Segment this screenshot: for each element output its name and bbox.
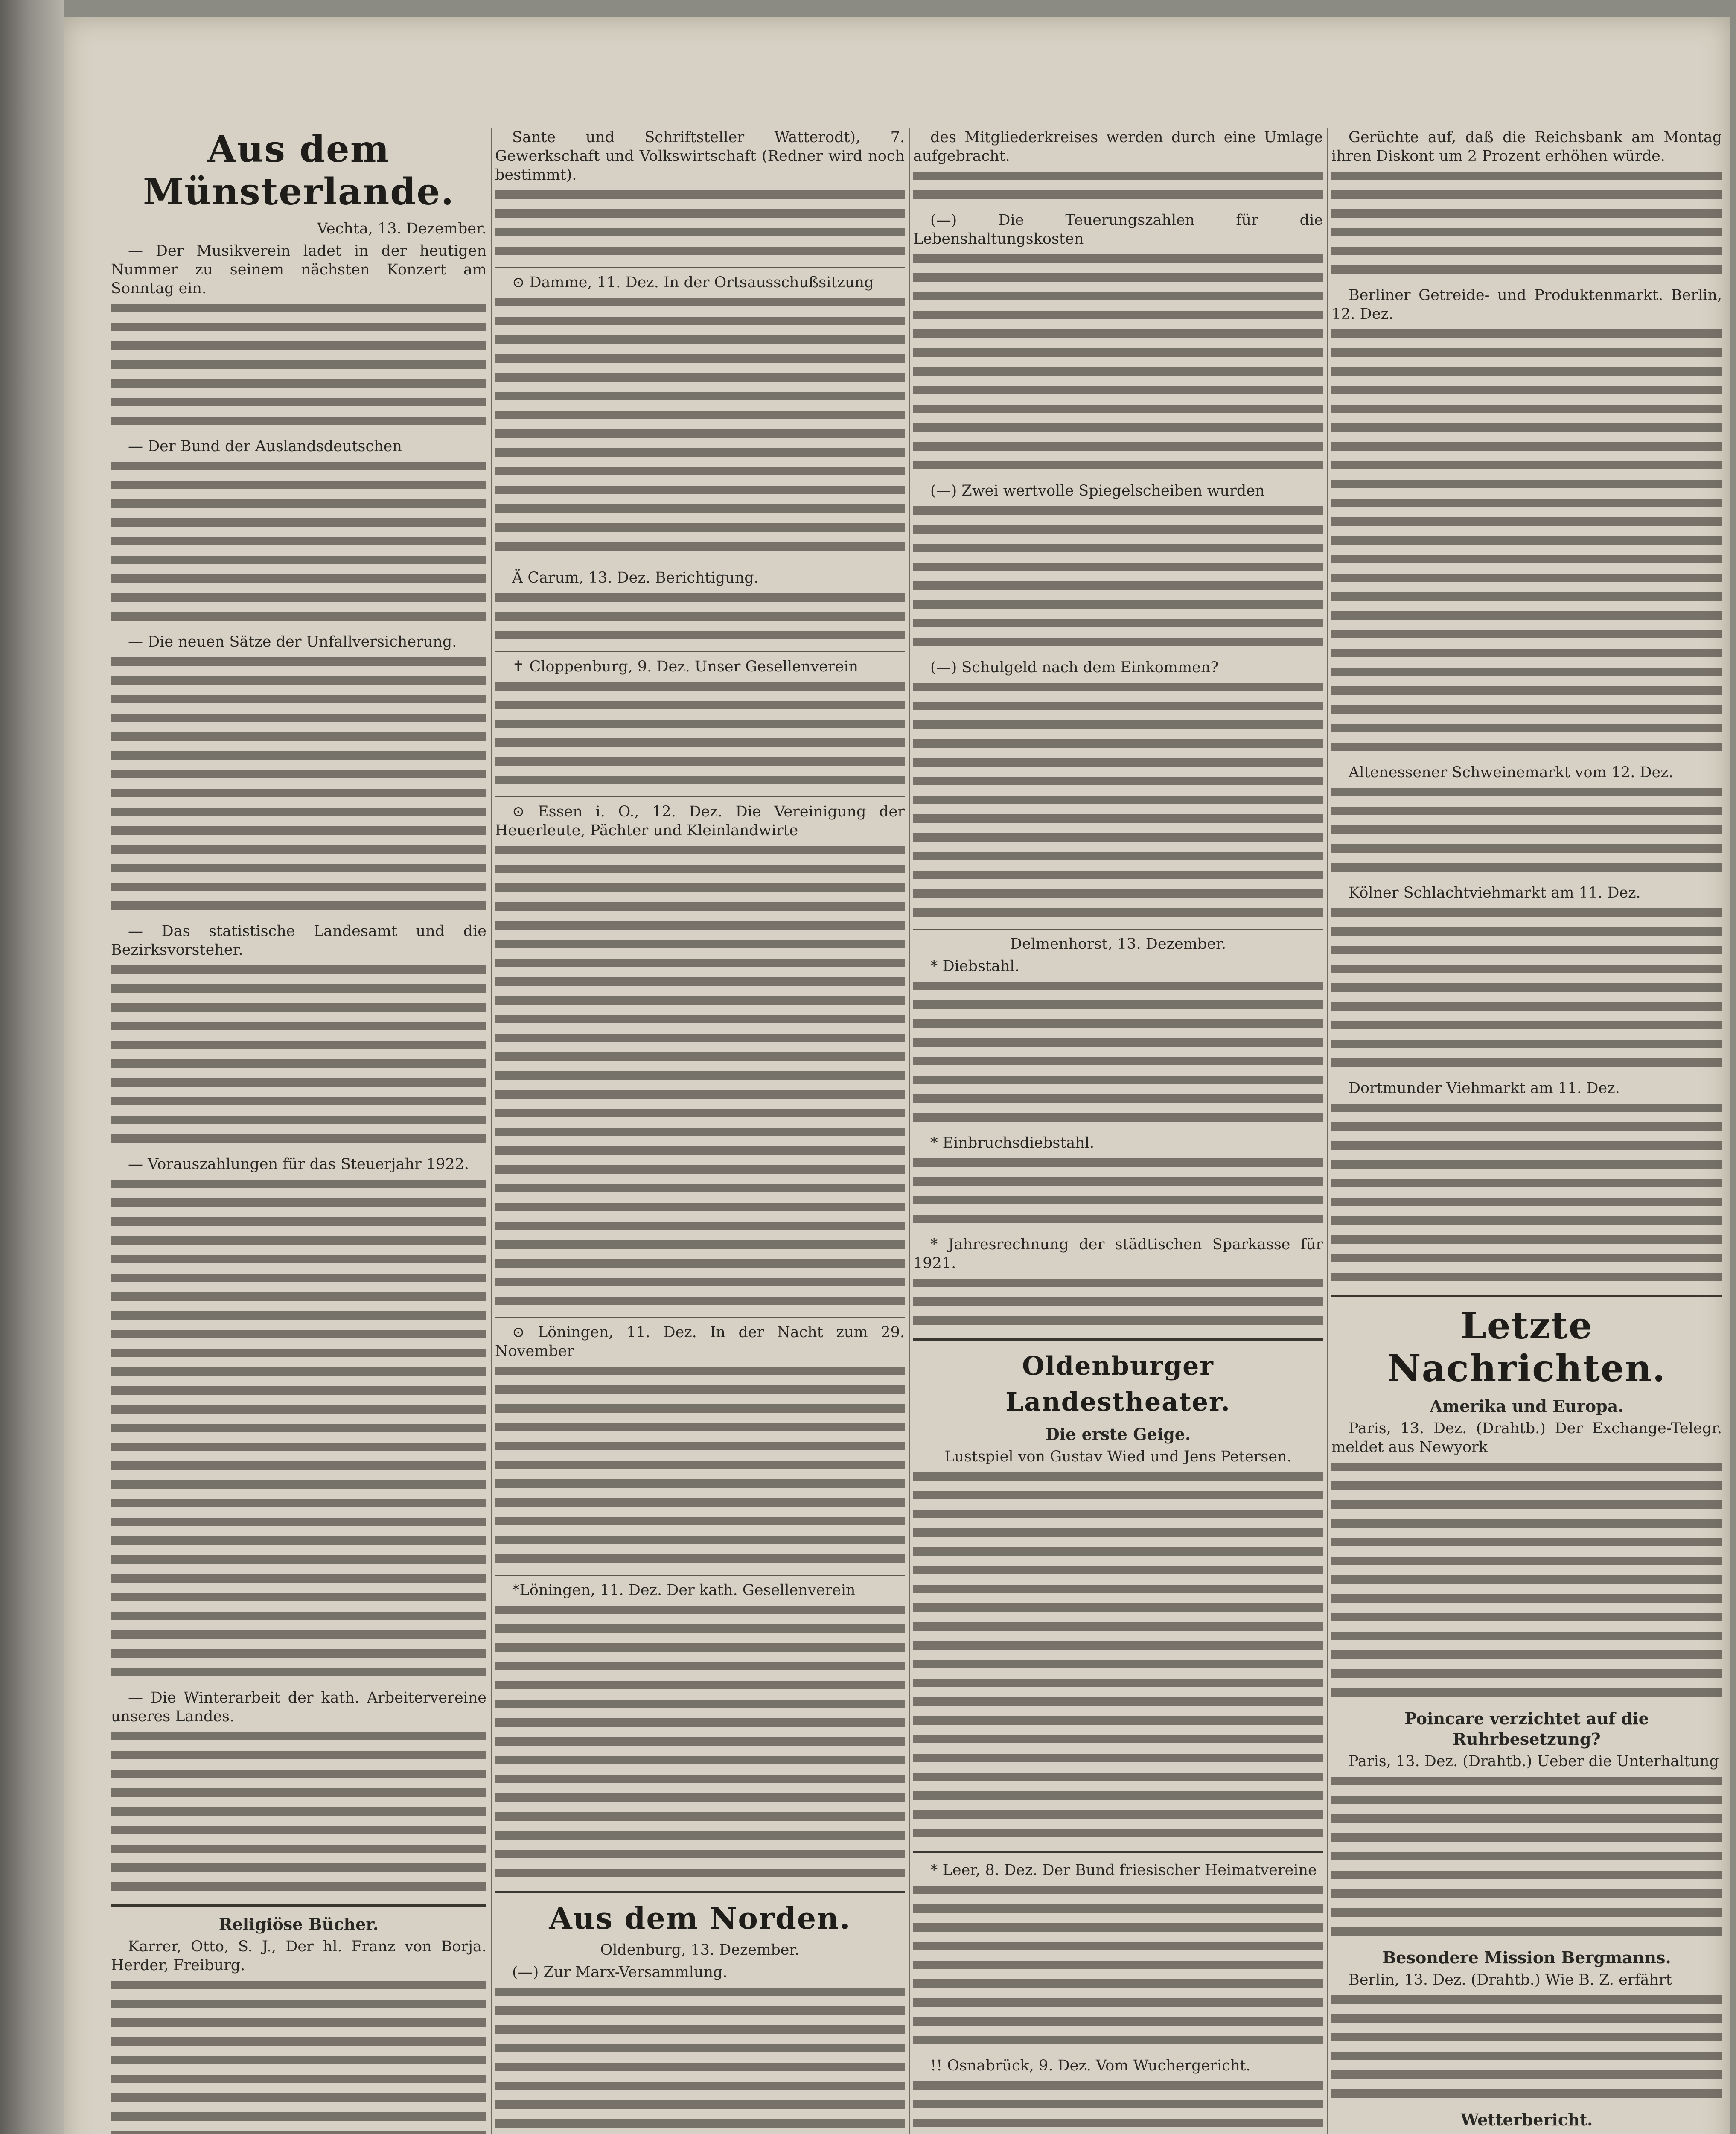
book-entry: Karrer, Otto, S. J., Der hl. Franz von Borja. Herder, Freiburg.	[111, 1938, 486, 1974]
article-body	[913, 1274, 1323, 1331]
section-headline: Aus dem Münsterlande.	[143, 128, 455, 213]
article-body	[111, 653, 486, 916]
article-body	[495, 678, 905, 790]
news-item: ⊙ Essen i. O., 12. Dez. Die Vereinigung der Heuerleute, Pächter und Kleinlandwirte	[495, 803, 905, 839]
divider	[495, 651, 905, 652]
column-4	[1331, 17, 1722, 2134]
article-body	[1331, 784, 1722, 878]
theater-play: Die erste Geige.	[1045, 1425, 1191, 1444]
article-body	[913, 167, 1323, 205]
news-item: ⊙ Löningen, 11. Dez. In der Nacht zum 29. November	[495, 1324, 905, 1360]
article-body	[1331, 904, 1722, 1073]
latest-news-subhead: Amerika und Europa.	[1430, 1396, 1624, 1416]
news-item: (—) Schulgeld nach dem Einkommen?	[930, 659, 1219, 676]
article-body	[495, 294, 905, 557]
news-item: * Jahresrechnung der städtischen Sparkasse für 1921.	[913, 1236, 1323, 1272]
theater-headline: Oldenburger Landestheater.	[1005, 1351, 1231, 1417]
theater-subtitle: Lustspiel von Gustav Wied und Jens Petersen.	[944, 1448, 1292, 1465]
column-1	[111, 17, 486, 2134]
article-lead: Sante und Schriftsteller Watterodt), 7. Gewerkschaft und Volkswirtschaft (Redner wird noch bestimmt).	[495, 129, 905, 184]
market-report: Altenessener Schweinemarkt vom 12. Dez.	[1349, 764, 1673, 781]
article-subhead: — Vorauszahlungen für das Steuerjahr 1922.	[128, 1156, 469, 1173]
section-divider	[1331, 1295, 1722, 1297]
news-item: *Löningen, 11. Dez. Der kath. Gesellenverein	[512, 1582, 856, 1599]
books-heading: Religiöse Bücher.	[218, 1915, 379, 1934]
article-body	[1331, 1773, 1722, 1942]
article-body	[1331, 167, 1722, 280]
article-body	[913, 502, 1323, 652]
news-item: (—) Die Teuerungszahlen für die Lebenshaltungskosten	[913, 212, 1323, 248]
article-subhead: — Die Winterarbeit der kath. Arbeitervereine unseres Landes.	[111, 1689, 486, 1725]
news-item: ✝ Cloppenburg, 9. Dez. Unser Gesellenverein	[512, 658, 859, 675]
article-body	[1331, 1991, 1722, 2104]
news-item: ⊙ Damme, 11. Dez. In der Ortsausschußsitzung	[512, 274, 874, 291]
market-report: Berliner Getreide- und Produktenmarkt. Berlin, 12. Dez.	[1331, 287, 1722, 323]
article-body	[913, 1468, 1323, 1843]
article-body	[495, 1362, 905, 1569]
article-subhead: — Der Bund der Auslandsdeutschen	[128, 438, 402, 455]
dateline: Vechta, 13. Dezember.	[317, 220, 486, 237]
article-body	[495, 589, 905, 645]
column-rule	[491, 128, 492, 2134]
article-body	[913, 1154, 1323, 1229]
news-item: Ä Carum, 13. Dez. Berichtigung.	[512, 569, 759, 586]
article-body	[1331, 1099, 1722, 1287]
news-subhead: Poincare verzichtet auf die Ruhrbesetzung?	[1404, 1709, 1649, 1749]
article-body	[913, 1881, 1323, 2050]
article-body	[913, 679, 1323, 923]
news-item: * Diebstahl.	[930, 958, 1019, 975]
market-report: Kölner Schlachtviehmarkt am 11. Dez.	[1349, 884, 1641, 901]
news-item: (—) Zwei wertvolle Spiegelscheiben wurden	[930, 482, 1265, 499]
column-rule	[909, 128, 910, 2134]
section-divider	[913, 1851, 1323, 1853]
divider	[913, 929, 1323, 930]
divider	[495, 796, 905, 797]
article-body	[111, 1728, 486, 1897]
article-body	[495, 1601, 905, 1883]
column-rule	[1327, 128, 1328, 2134]
latest-news-headline: Letzte Nachrichten.	[1387, 1304, 1666, 1390]
news-item: * Einbruchsdiebstahl.	[930, 1134, 1095, 1152]
section-divider	[111, 1904, 486, 1907]
article-body	[913, 977, 1323, 1128]
dateline: Delmenhorst, 13. Dezember.	[1010, 936, 1226, 953]
article-body	[495, 1983, 905, 2134]
article-body	[1331, 325, 1722, 757]
weather-heading: Wetterbericht.	[1460, 2110, 1593, 2129]
article-subhead: — Die neuen Sätze der Unfallversicherung.	[128, 633, 457, 650]
column-2	[495, 17, 905, 2134]
column-3	[913, 17, 1323, 2134]
news-item: (—) Zur Marx-Versammlung.	[512, 1964, 728, 1981]
article-body	[913, 2077, 1323, 2134]
article-body	[495, 842, 905, 1311]
news-item: !! Osnabrück, 9. Dez. Vom Wuchergericht.	[930, 2057, 1251, 2074]
news-item: Paris, 13. Dez. (Drahtb.) Der Exchange-Telegr. meldet aus Newyork	[1331, 1420, 1722, 1456]
news-item: Paris, 13. Dez. (Drahtb.) Ueber die Unterhaltung	[1349, 1753, 1719, 1770]
divider	[495, 1317, 905, 1318]
news-subhead: Besondere Mission Bergmanns.	[1382, 1948, 1671, 1967]
article-subhead: — Das statistische Landesamt und die Bezirksvorsteher.	[111, 923, 486, 959]
section-headline: Aus dem Norden.	[549, 1901, 851, 1936]
market-report: Dortmunder Viehmarkt am 11. Dez.	[1349, 1080, 1620, 1097]
news-item: * Leer, 8. Dez. Der Bund friesischer Heimatvereine	[930, 1862, 1317, 1879]
book-list	[111, 1977, 486, 2134]
article-body	[111, 458, 486, 627]
section-divider	[913, 1338, 1323, 1341]
divider	[495, 1575, 905, 1576]
article-lead: des Mitgliederkreises werden durch eine Umlage aufgebracht.	[913, 129, 1323, 165]
news-item: Berlin, 13. Dez. (Drahtb.) Wie B. Z. erfährt	[1349, 1971, 1672, 1988]
newspaper-page	[64, 17, 1730, 2134]
article-body	[913, 250, 1323, 475]
article-body	[111, 961, 486, 1149]
book-spine	[0, 0, 64, 2134]
section-divider	[495, 1891, 905, 1893]
article-lead: — Der Musikverein ladet in der heutigen Nummer zu seinem nächsten Konzert am Sonntag ein.	[111, 242, 486, 297]
article-body	[111, 1175, 486, 1682]
dateline: Oldenburg, 13. Dezember.	[600, 1942, 800, 1959]
article-body	[1331, 1458, 1722, 1703]
article-lead: Gerüchte auf, daß die Reichsbank am Montag ihren Diskont um 2 Prozent erhöhen würde.	[1331, 129, 1722, 165]
article-body	[495, 186, 905, 261]
article-body	[111, 300, 486, 431]
divider	[495, 267, 905, 268]
